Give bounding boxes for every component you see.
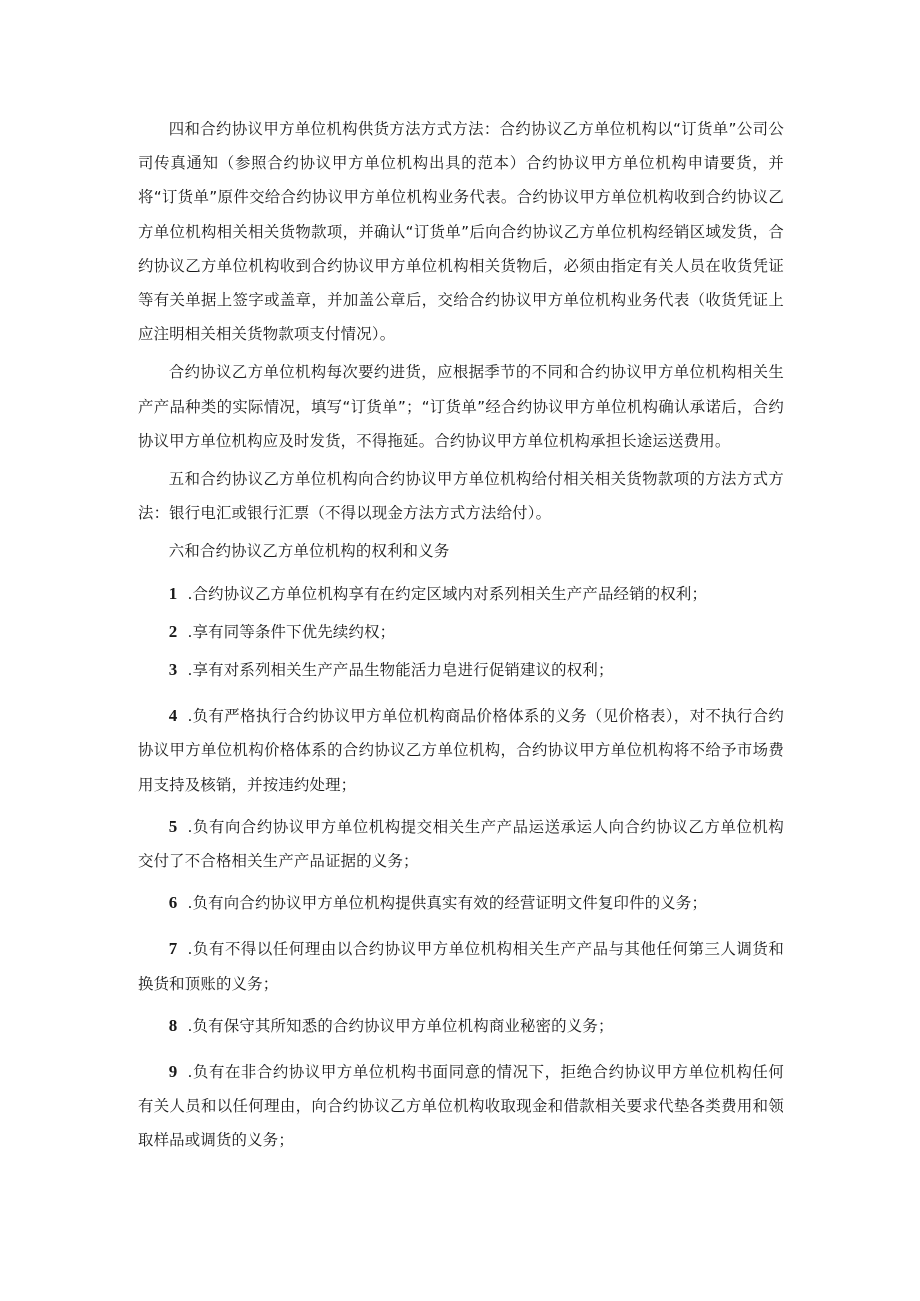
item-text: .享有对系列相关生产产品生物能活力皂进行促销建议的权利； xyxy=(187,661,614,680)
item-text: .负有不得以任何理由以合约协议甲方单位机构相关生产产品与其他任何第三人调货和换货和顶账的义务； xyxy=(138,940,784,993)
list-item xyxy=(138,615,784,649)
list-item xyxy=(138,932,784,1000)
item-number: 5 xyxy=(168,816,178,836)
item-number: 1 xyxy=(168,583,178,603)
document-page xyxy=(138,112,784,1158)
item-text: .负有在非合约协议甲方单位机构书面同意的情况下，拒绝合约协议甲方单位机构任何有关人员和以任何理由，向合约协议乙方单位机构收取现金和借款相关要求代垫各类费用和领取样品或调货的义务； xyxy=(138,1063,784,1150)
list-item xyxy=(138,577,784,611)
list-item xyxy=(138,886,784,920)
item-text: .负有向合约协议甲方单位机构提交相关生产产品运送承运人向合约协议乙方单位机构交付了不合格相关生产产品证据的义务； xyxy=(138,817,784,871)
paragraph-payment-method: 五和合约协议乙方单位机构向合约协议甲方单位机构给付相关相关货物款项的方法方式方法：银行电汇或银行汇票（不得以现金方法方式方法给付）。 xyxy=(138,470,784,523)
list-item xyxy=(138,1055,784,1158)
item-number: 8 xyxy=(168,1015,178,1035)
item-text: .合约协议乙方单位机构享有在约定区域内对系列相关生产产品经销的权利； xyxy=(187,584,708,603)
item-text: .享有同等条件下优先续约权； xyxy=(187,622,396,641)
paragraph-supply-method: 四和合约协议甲方单位机构供货方法方式方法：合约协议乙方单位机构以“订货单”公司公司传真通知（参照合约协议甲方单位机构出具的范本）合约协议甲方单位机构申请要货，并将“订货单”原件交给合约协议甲方单位机构业务代表。合约协议甲方单位机构收到合约协议乙方单位机构相关相关货物款项，并确认“订货单”后向合约协议乙方单位机构经销区域发货，合约协议乙方单位机构收到合约协议甲方单位机构相关货物后，必须由指定有关人员在收货凭证等有关单据上签字或盖章，并加盖公章后，交给合约协议甲方单位机构业务代表（收货凭证上应注明相关相关货物款项支付情况）。 xyxy=(138,120,784,344)
item-number: 9 xyxy=(168,1062,178,1082)
item-number: 3 xyxy=(168,660,178,680)
item-number: 7 xyxy=(168,939,178,959)
item-text: .负有向合约协议甲方单位机构提供真实有效的经营证明文件复印件的义务； xyxy=(187,894,708,913)
list-item xyxy=(138,810,784,878)
item-number: 4 xyxy=(168,706,178,726)
item-text: .负有保守其所知悉的合约协议甲方单位机构商业秘密的义务； xyxy=(187,1016,614,1035)
paragraph-ordering: 合约协议乙方单位机构每次要约进货，应根据季节的不同和合约协议甲方单位机构相关生产产品种类的实际情况，填写“订货单”；“订货单”经合约协议甲方单位机构确认承诺后，合约协议甲方单位机构应及时发货，不得拖延。合约协议甲方单位机构承担长途运送费用。 xyxy=(138,363,784,450)
item-number: 2 xyxy=(168,621,178,641)
list-item xyxy=(138,699,784,802)
item-number: 6 xyxy=(168,893,178,913)
list-item xyxy=(138,653,784,687)
list-item xyxy=(138,1009,784,1043)
section-heading-rights-obligations: 六和合约协议乙方单位机构的权利和义务 xyxy=(168,542,450,561)
item-text: .负有严格执行合约协议甲方单位机构商品价格体系的义务（见价格表），对不执行合约协议甲方单位机构价格体系的合约协议乙方单位机构，合约协议甲方单位机构将不给予市场费用支持及核销，并按违约处理； xyxy=(138,707,784,794)
